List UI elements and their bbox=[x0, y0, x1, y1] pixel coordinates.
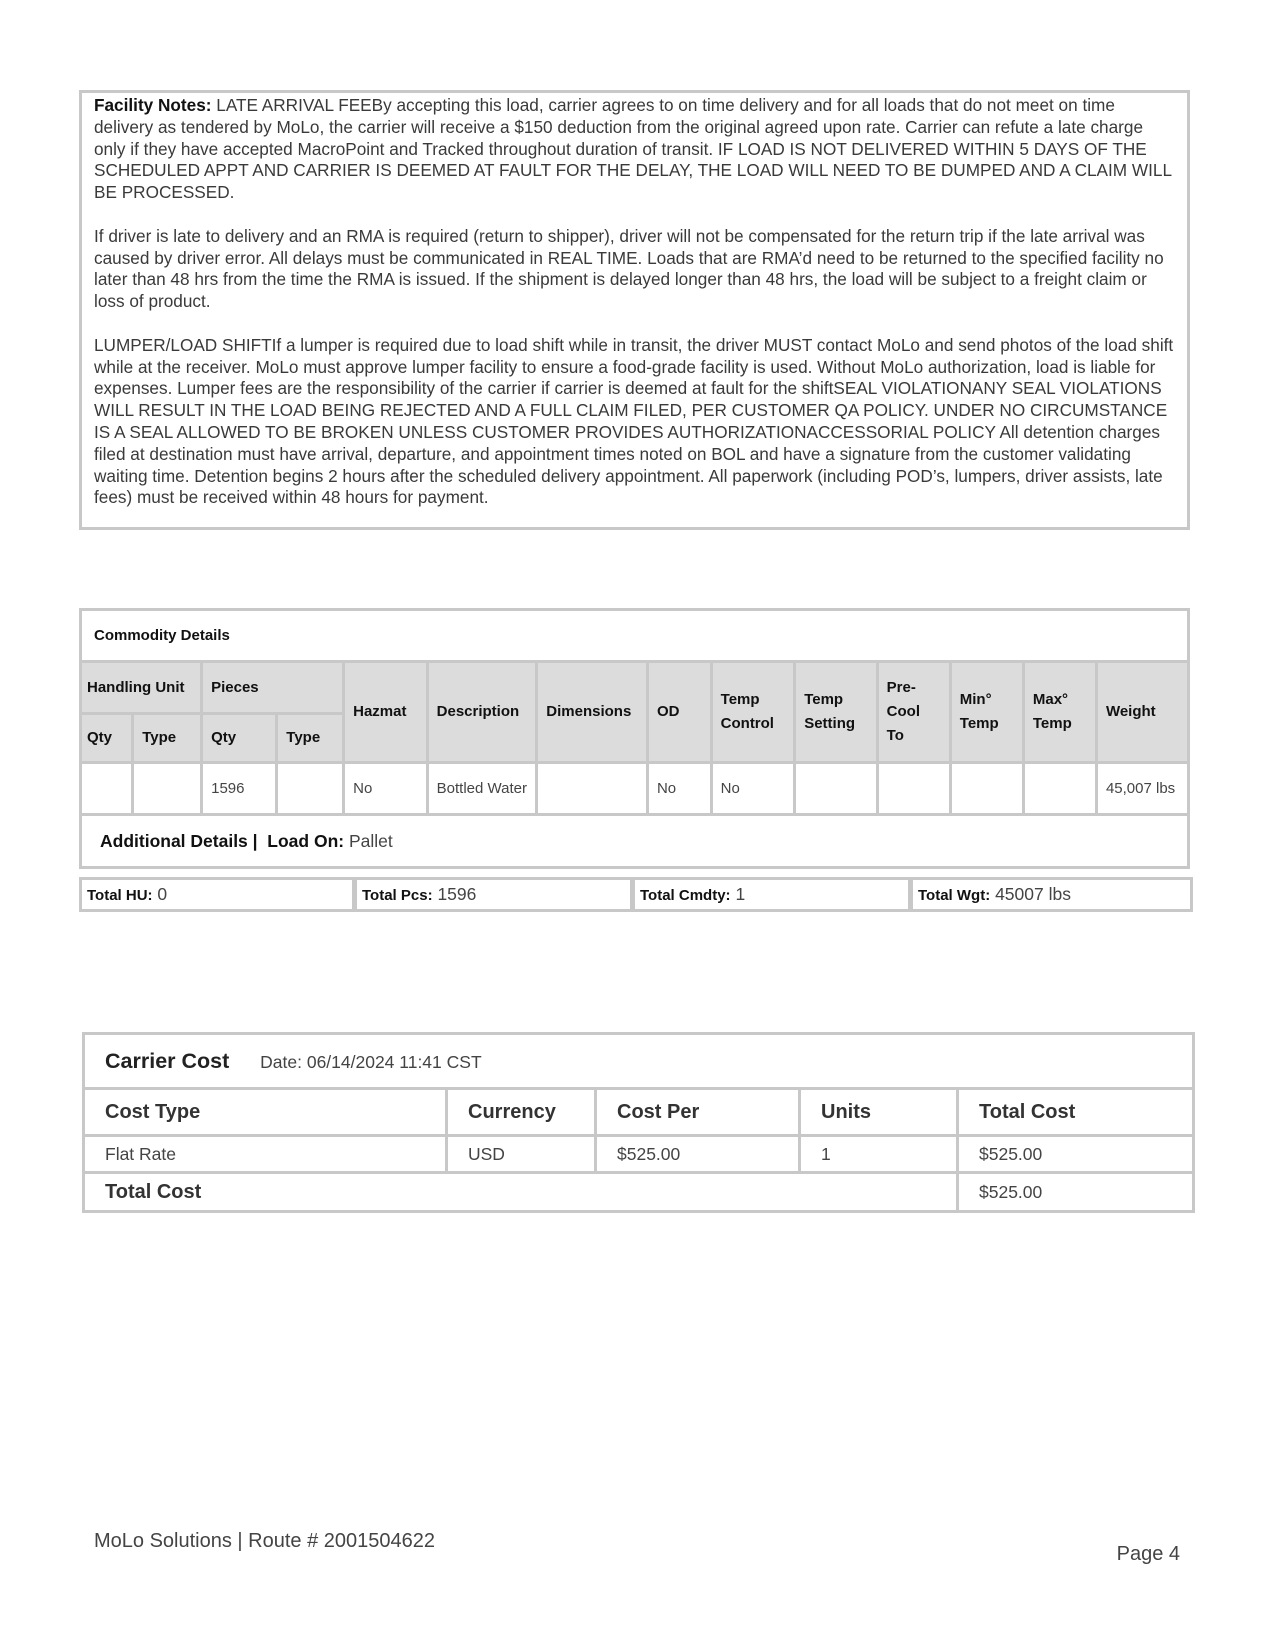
cell-pcs-type bbox=[277, 763, 344, 815]
facility-notes-paragraph: If driver is late to delivery and an RMA is required (return to shipper), driver will not be compensated for the return trip if the late arrival was caused by driver error. All delays must be communicated in REAL TIME. Loads that are RMA’d need to be returned to the specified facility no later than 48 hrs from the time the RMA is issued. If the shipment is delayed longer than 48 hrs, the load will be subject to a freight claim or loss of product. bbox=[94, 225, 1164, 312]
cell-hazmat: No bbox=[344, 763, 428, 815]
carrier-cost-title: Carrier Cost bbox=[105, 1048, 230, 1073]
total-cost-value: $525.00 bbox=[958, 1173, 1194, 1212]
cell-pre-cool-to bbox=[877, 763, 950, 815]
load-on-label: Load On: bbox=[267, 830, 345, 851]
carrier-cost-table bbox=[82, 1032, 1195, 1213]
header-hu-type: Type bbox=[133, 714, 202, 763]
total-cmdty bbox=[634, 879, 910, 911]
header-temp-control: Temp Control bbox=[711, 662, 795, 763]
header-handling-unit: Handling Unit bbox=[81, 662, 202, 714]
header-description: Description bbox=[427, 662, 537, 763]
additional-details bbox=[81, 815, 1189, 868]
cell-temp-setting bbox=[795, 763, 877, 815]
header-hazmat: Hazmat bbox=[344, 662, 428, 763]
cell-total-cost: $525.00 bbox=[958, 1136, 1194, 1173]
cell-units: 1 bbox=[800, 1136, 958, 1173]
cell-description: Bottled Water bbox=[427, 763, 537, 815]
facility-notes-text: LATE ARRIVAL FEEBy accepting this load, carrier agrees to on time delivery and for all loads that do not meet on time delivery as tendered by MoLo, the carrier will receive a $150 deduction from the original agreed upon rate. Carrier can refute a late charge only if they have accepted MacroPoint and Tracked throughout duration of transit. IF LOAD IS NOT DELIVERED WITHIN 5 DAYS OF THE SCHEDULED APPT AND CARRIER IS DEEMED AT FAULT FOR THE DELAY, THE LOAD WILL NEED TO BE DUMPED AND A CLAIM WILL BE PROCESSED. bbox=[94, 95, 1172, 203]
facility-notes bbox=[79, 90, 1190, 530]
total-cmdty-value: 1 bbox=[735, 884, 746, 904]
cell-cost-per: $525.00 bbox=[596, 1136, 800, 1173]
commodity-details-table bbox=[79, 608, 1190, 869]
header-pieces: Pieces bbox=[202, 662, 344, 714]
cell-cost-type: Flat Rate bbox=[84, 1136, 447, 1173]
total-wgt-value: 45007 lbs bbox=[995, 884, 1071, 904]
cell-hu-type bbox=[133, 763, 202, 815]
total-cmdty-label: Total Cmdty: bbox=[640, 887, 731, 904]
total-wgt-label: Total Wgt: bbox=[918, 887, 991, 904]
commodity-totals bbox=[79, 877, 1193, 912]
total-pcs-value: 1596 bbox=[437, 884, 477, 904]
total-hu-value: 0 bbox=[157, 884, 168, 904]
table-row bbox=[84, 1136, 1194, 1173]
table-row bbox=[81, 763, 1189, 815]
cell-currency: USD bbox=[447, 1136, 596, 1173]
total-hu-label: Total HU: bbox=[87, 887, 153, 904]
header-min-temp: Min° Temp bbox=[950, 662, 1023, 763]
cell-temp-control: No bbox=[711, 763, 795, 815]
footer-route: MoLo Solutions | Route # 2001504622 bbox=[94, 1530, 436, 1552]
facility-notes-paragraph: LUMPER/LOAD SHIFTIf a lumper is required due to load shift while in transit, the driver MUST contact MoLo and send photos of the load shift while at the receiver. MoLo must approve lumper facility to ensure a food-grade facility is used. Without MoLo authorization, load is liable for expenses. Lumper fees are the responsibility of the carrier if carrier is deemed at fault for the shiftSEAL VIOLATIONANY SEAL VIOLATIONS WILL RESULT IN THE LOAD BEING REJECTED AND A FULL CLAIM FILED, PER CUSTOMER QA POLICY. UNDER NO CIRCUMSTANCE IS A SEAL ALLOWED TO BE BROKEN UNLESS CUSTOMER PROVIDES AUTHORIZATIONACCESSORIAL POLICY All detention charges filed at destination must have arrival, departure, and appointment times noted on BOL and have a signature from the customer validating waiting time. Detention begins 2 hours after the scheduled delivery appointment. All paperwork (including POD’s, lumpers, driver assists, late fees) must be received within 48 hours for payment. bbox=[94, 334, 1174, 508]
cell-hu-qty bbox=[81, 763, 133, 815]
header-max-temp: Max° Temp bbox=[1023, 662, 1096, 763]
header-dimensions: Dimensions bbox=[537, 662, 648, 763]
cell-pcs-qty: 1596 bbox=[202, 763, 277, 815]
load-on-value: Pallet bbox=[348, 830, 393, 851]
header-total-cost: Total Cost bbox=[958, 1089, 1194, 1136]
header-pcs-qty: Qty bbox=[202, 714, 277, 763]
total-pcs bbox=[356, 879, 632, 911]
cell-max-temp bbox=[1023, 763, 1096, 815]
facility-notes-paragraph bbox=[94, 95, 1175, 204]
carrier-cost-date: Date: 06/14/2024 11:41 CST bbox=[260, 1051, 482, 1072]
header-cost-per: Cost Per bbox=[596, 1089, 800, 1136]
carrier-cost-header bbox=[84, 1034, 1194, 1089]
total-hu bbox=[81, 879, 354, 911]
total-cost-label: Total Cost bbox=[84, 1173, 958, 1212]
header-hu-qty: Qty bbox=[81, 714, 133, 763]
cell-dimensions bbox=[537, 763, 648, 815]
header-pcs-type: Type bbox=[277, 714, 344, 763]
header-units: Units bbox=[800, 1089, 958, 1136]
header-od: OD bbox=[647, 662, 711, 763]
header-weight: Weight bbox=[1096, 662, 1188, 763]
total-wgt bbox=[912, 879, 1192, 911]
facility-notes-label: Facility Notes: bbox=[94, 95, 212, 115]
page-number: Page 4 bbox=[1116, 1543, 1180, 1565]
cell-min-temp bbox=[950, 763, 1023, 815]
cell-od: No bbox=[647, 763, 711, 815]
header-currency: Currency bbox=[447, 1089, 596, 1136]
commodity-details-title: Commodity Details bbox=[81, 610, 1189, 662]
header-temp-setting: Temp Setting bbox=[795, 662, 877, 763]
total-pcs-label: Total Pcs: bbox=[362, 887, 433, 904]
header-cost-type: Cost Type bbox=[84, 1089, 447, 1136]
header-pre-cool-to: Pre-Cool To bbox=[877, 662, 950, 763]
cell-weight: 45,007 lbs bbox=[1096, 763, 1188, 815]
additional-details-label: Additional Details | bbox=[100, 830, 258, 851]
